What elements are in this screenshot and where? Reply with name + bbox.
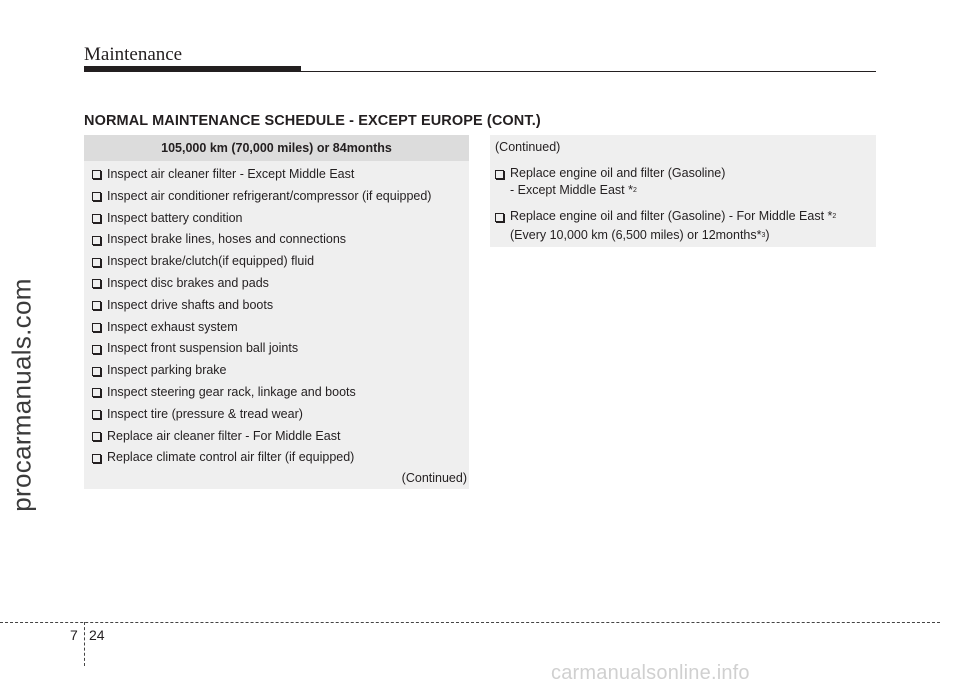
footnote-ref: 2 <box>632 187 637 194</box>
inspection-list <box>84 161 469 469</box>
checkbox-icon <box>92 367 101 376</box>
checkbox-icon <box>92 258 101 267</box>
list-item-label: Inspect disc brakes and pads <box>107 275 269 290</box>
checkbox-icon <box>92 214 101 223</box>
list-item-label: Inspect steering gear rack, linkage and boots <box>107 384 356 399</box>
continued-label-left: (Continued) <box>401 471 467 485</box>
checkbox-icon <box>92 301 101 310</box>
schedule-box-left <box>84 135 469 489</box>
chapter-number: 7 <box>70 627 78 643</box>
list-item-label: Inspect drive shafts and boots <box>107 297 274 312</box>
checkbox-icon <box>92 170 101 179</box>
list-item-label: Inspect parking brake <box>107 363 227 378</box>
list-item <box>84 426 469 448</box>
list-item-label: Inspect air conditioner refrigerant/compressor (if equipped) <box>107 188 432 203</box>
list-item-label: Inspect tire (pressure & tread wear) <box>107 406 303 421</box>
checkbox-icon <box>92 388 101 397</box>
list-item-label: Inspect brake lines, hoses and connections <box>107 232 347 247</box>
list-item <box>84 164 469 186</box>
checkbox-icon <box>495 213 504 222</box>
side-watermark: procarmanuals.com <box>6 278 37 512</box>
section-title: NORMAL MAINTENANCE SCHEDULE - EXCEPT EUROPE (CONT.) <box>84 113 541 129</box>
item-line: Replace engine oil and filter (Gasoline) <box>510 166 726 180</box>
list-item <box>84 317 469 339</box>
continued-label-right: (Continued) <box>495 140 561 154</box>
page-number: 24 <box>89 627 105 643</box>
footnote-ref: 3 <box>761 232 766 239</box>
item-line: (Every 10,000 km (6,500 miles) or 12months* <box>510 228 762 242</box>
list-item <box>84 338 469 360</box>
checkbox-icon <box>92 279 101 288</box>
interval-header: 105,000 km (70,000 miles) or 84months <box>84 135 469 161</box>
bottom-watermark: carmanualsonline.info <box>551 662 750 684</box>
list-item-label: Inspect front suspension ball joints <box>107 341 299 356</box>
list-item-label: Inspect brake/clutch(if equipped) fluid <box>107 254 315 269</box>
header-rule-thick <box>84 66 301 72</box>
list-item-label: Inspect exhaust system <box>107 319 238 334</box>
item-line: ) <box>765 228 770 242</box>
list-item <box>84 229 469 251</box>
list-item-label: Replace climate control air filter (if equipped) <box>107 450 355 465</box>
item-line: - Except Middle East * <box>510 183 633 197</box>
list-item-label: Inspect battery condition <box>107 210 243 225</box>
header-rule-thin <box>301 71 876 72</box>
footer-rule <box>0 622 940 623</box>
checkbox-icon <box>92 410 101 419</box>
list-item <box>84 404 469 426</box>
checkbox-icon <box>92 432 101 441</box>
header-title: Maintenance <box>84 44 183 65</box>
footnote-ref: 2 <box>832 213 837 220</box>
checkbox-icon <box>92 323 101 332</box>
list-item <box>84 208 469 230</box>
list-item-label: Replace air cleaner filter - For Middle East <box>107 428 341 443</box>
checkbox-icon <box>92 192 101 201</box>
item-line: Replace engine oil and filter (Gasoline) - For Middle East * <box>510 209 833 223</box>
checkbox-icon <box>92 454 101 463</box>
checkbox-icon <box>92 345 101 354</box>
list-item-label: Inspect air cleaner filter - Except Middle East <box>107 167 355 181</box>
list-item <box>84 447 469 469</box>
list-item <box>84 186 469 208</box>
list-item <box>84 295 469 317</box>
list-item <box>84 273 469 295</box>
footer-divider <box>84 622 85 666</box>
checkbox-icon <box>495 170 504 179</box>
list-item <box>495 165 725 201</box>
list-item <box>84 251 469 273</box>
checkbox-icon <box>92 236 101 245</box>
schedule-box-right <box>490 135 876 247</box>
list-item <box>84 360 469 382</box>
list-item <box>495 208 836 246</box>
list-item <box>84 382 469 404</box>
